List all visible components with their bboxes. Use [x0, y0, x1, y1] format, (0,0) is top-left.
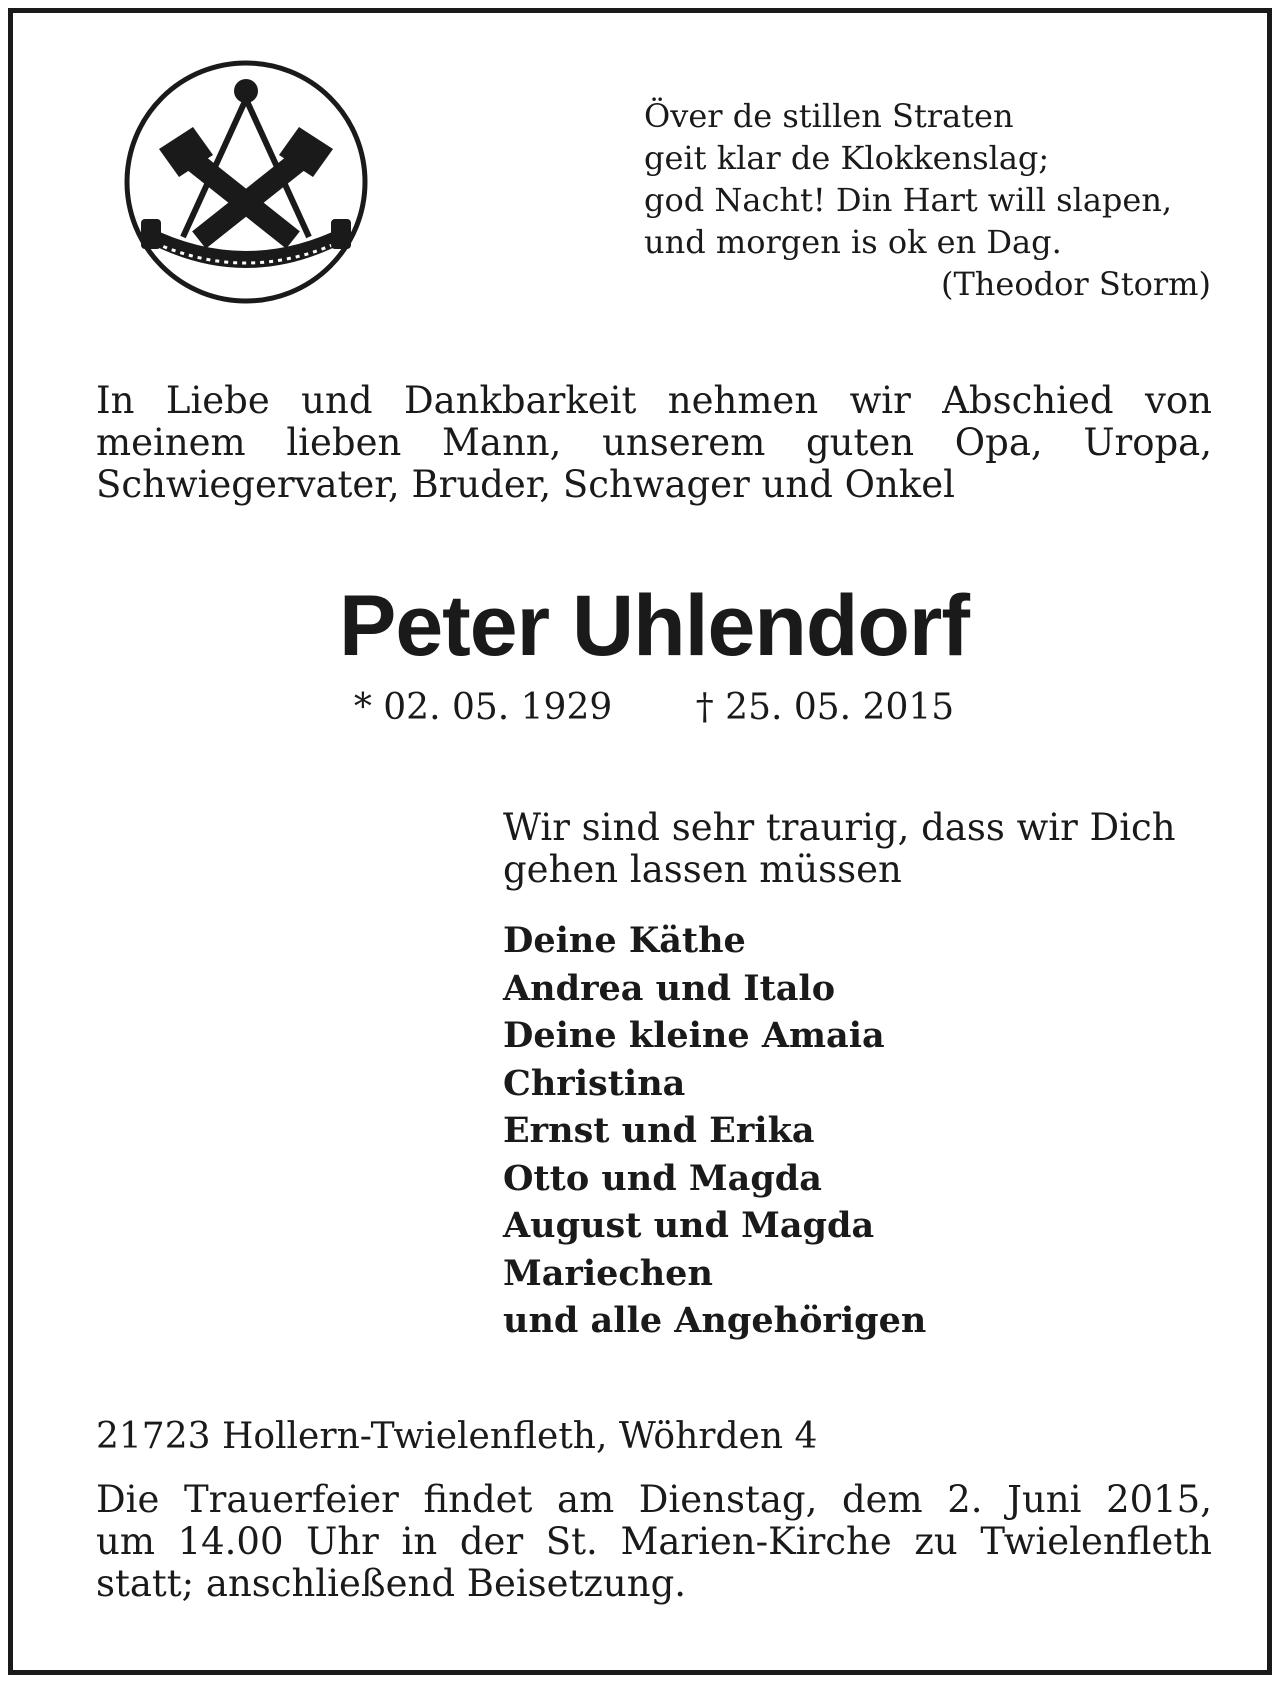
mourner-name: Deine kleine Amaia: [503, 1015, 885, 1056]
funeral-line: Die Trauerfeier findet am Dienstag, dem 2. Juni 2015,: [96, 1478, 1212, 1521]
birth-date: * 02. 05. 1929: [353, 687, 613, 728]
poem-line: Över de stillen Straten: [644, 97, 1014, 135]
mourner-name: Otto und Magda: [503, 1157, 822, 1199]
intro-line: Schwiegervater, Bruder, Schwager und Onkel: [96, 463, 955, 506]
intro-paragraph: [96, 380, 1212, 506]
poem: [644, 95, 1211, 305]
poem-line: und morgen is ok en Dag.: [644, 223, 1062, 261]
intro-line: meinem lieben Mann, unserem guten Opa, Uropa,: [96, 421, 1212, 464]
death-date: † 25. 05. 2015: [695, 687, 955, 728]
mourner-name: Ernst und Erika: [503, 1110, 815, 1151]
deceased-name: Peter Uhlendorf: [338, 578, 970, 674]
mourner-name: und alle Angehörigen: [503, 1300, 927, 1341]
family-address: 21723 Hollern-Twielenfleth, Wöhrden 4: [96, 1416, 818, 1457]
carpenter-guild-emblem-icon: [121, 57, 371, 307]
life-dates: [96, 686, 1212, 730]
mourner-name: Mariechen: [503, 1252, 713, 1294]
farewell-line: gehen lassen müssen: [503, 848, 902, 891]
mourner-name: August und Magda: [503, 1205, 875, 1246]
intro-line: In Liebe und Dankbarkeit nehmen wir Abschied von: [96, 379, 1212, 422]
obituary-notice: [8, 8, 1272, 1675]
mourner-name: Deine Käthe: [503, 920, 746, 961]
funeral-line: um 14.00 Uhr in der St. Marien-Kirche zu Twielenfleth: [96, 1520, 1212, 1563]
poem-author: (Theodor Storm): [940, 265, 1211, 303]
funeral-details: [96, 1479, 1212, 1605]
mourners-list: [503, 917, 1223, 1345]
mourner-name: Andrea und Italo: [503, 967, 836, 1009]
farewell-line: Wir sind sehr traurig, dass wir Dich: [503, 806, 1176, 849]
poem-line: god Nacht! Din Hart will slapen,: [644, 181, 1173, 219]
poem-line: geit klar de Klokkenslag;: [644, 139, 1050, 177]
funeral-line: statt; anschließend Beisetzung.: [96, 1562, 687, 1605]
farewell-text: [503, 807, 1223, 891]
mourner-name: Christina: [503, 1062, 686, 1104]
